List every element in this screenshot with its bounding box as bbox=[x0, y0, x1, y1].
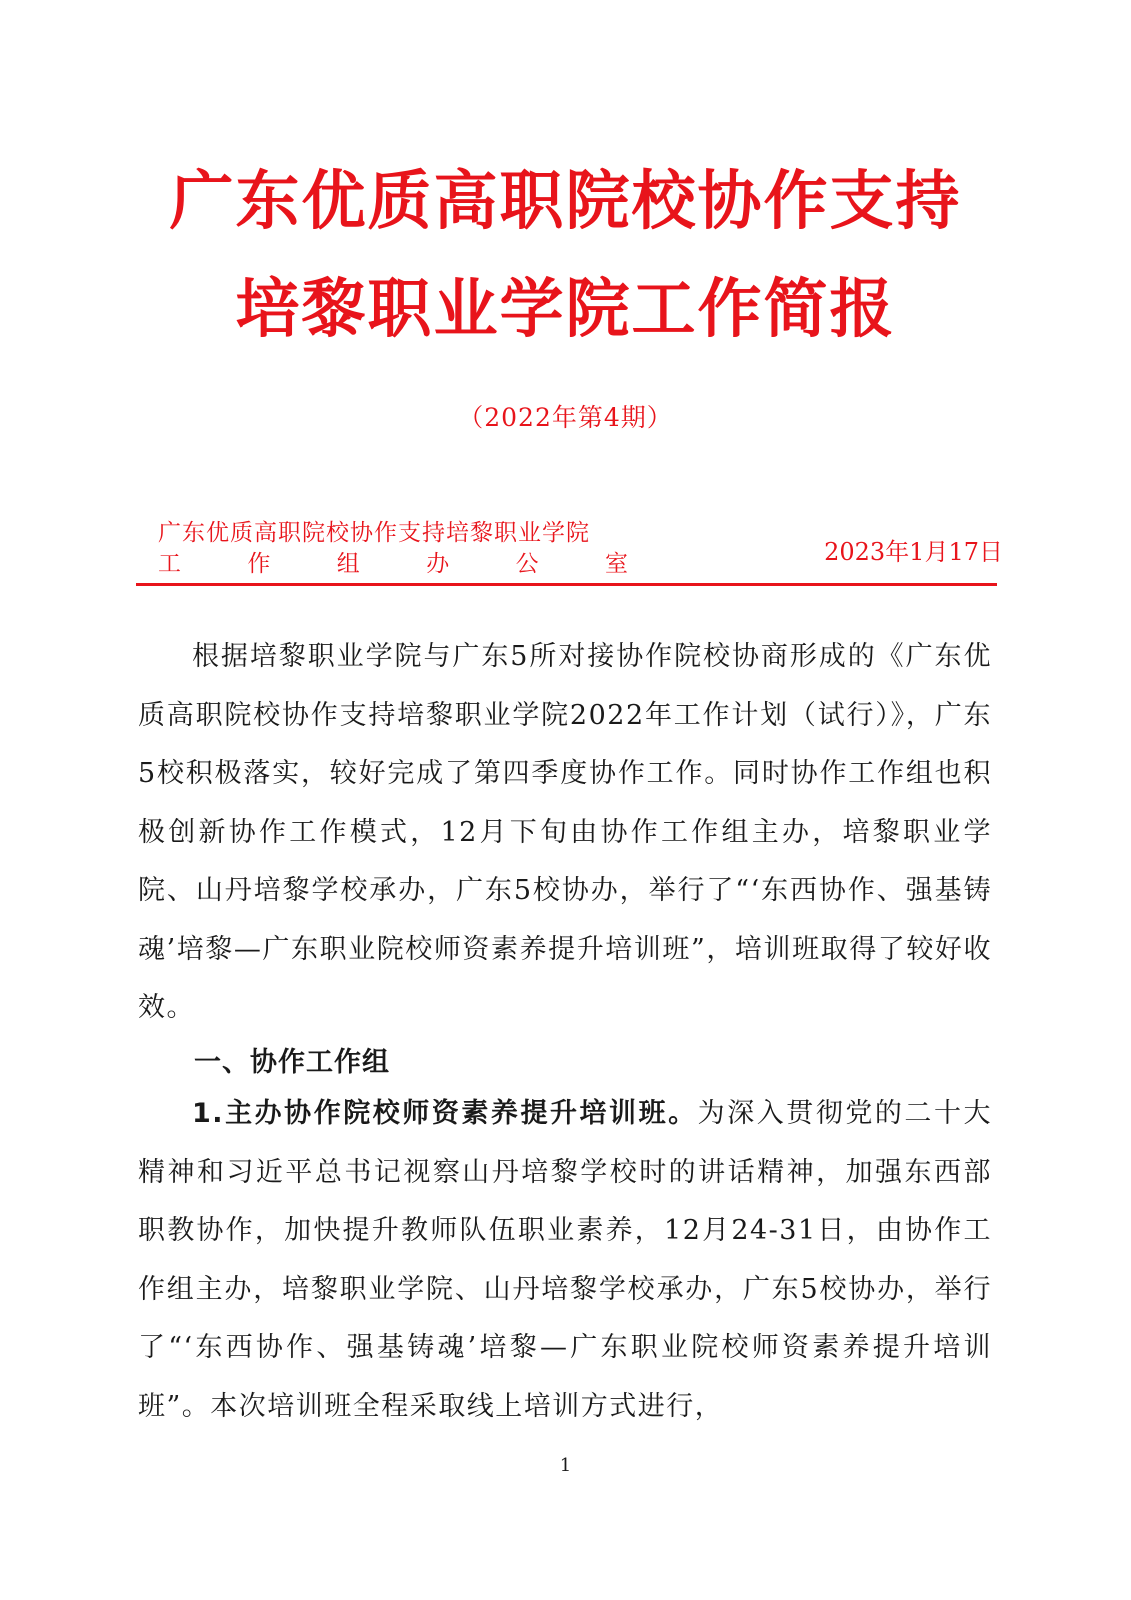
item1-paragraph bbox=[138, 1085, 992, 1436]
bulletin-title-line2: 培黎职业学院工作简报 bbox=[235, 273, 896, 347]
issuing-office bbox=[158, 518, 628, 580]
issue-number: （2022年第4期） bbox=[458, 403, 673, 432]
issuing-office-line1: 广东优质高职院校协作支持培黎职业学院 bbox=[158, 520, 590, 546]
item1-lead: 1.主办协作院校师资素养提升培训班。 bbox=[192, 1098, 698, 1129]
section-heading: 一、协作工作组 bbox=[194, 1047, 390, 1078]
intro-paragraph: 根据培黎职业学院与广东5所对接协作院校协商形成的《广东优质高职院校协作支持培黎职业学院2022年工作计划（试行）》，广东5校积极落实，较好完成了第四季度协作工作。同时协作工作组也积极创新协作工作模式，12月下旬由协作工作组主办，培黎职业学院、山丹培黎学校承办，广东5校协办，举行了“‘东西协作、强基铸魂’培黎—广东职业院校师资素养提升培训班”，培训班取得了较好收效。 bbox=[138, 641, 992, 1023]
bulletin-title-line1: 广东优质高职院校协作支持 bbox=[169, 165, 962, 239]
header-divider bbox=[136, 583, 997, 586]
page-number: 1 bbox=[559, 1455, 572, 1476]
issuing-office-line2: 工作组办公室 bbox=[158, 551, 628, 577]
item1-text: 为深入贯彻党的二十大精神和习近平总书记视察山丹培黎学校时的讲话精神，加强东西部职教协作，加快提升教师队伍职业素养，12月24-31日，由协作工作组主办，培黎职业学院、山丹培黎学校承办，广东5校协办，举行了“‘东西协作、强基铸魂’培黎—广东职业院校师资素养提升培训班”。本次培训班全程采取线上培训方式进行， bbox=[138, 1098, 993, 1422]
issue-date: 2023年1月17日 bbox=[824, 538, 1003, 566]
item1-paragraph-block bbox=[138, 1085, 992, 1436]
intro-paragraph-block bbox=[138, 628, 992, 1038]
